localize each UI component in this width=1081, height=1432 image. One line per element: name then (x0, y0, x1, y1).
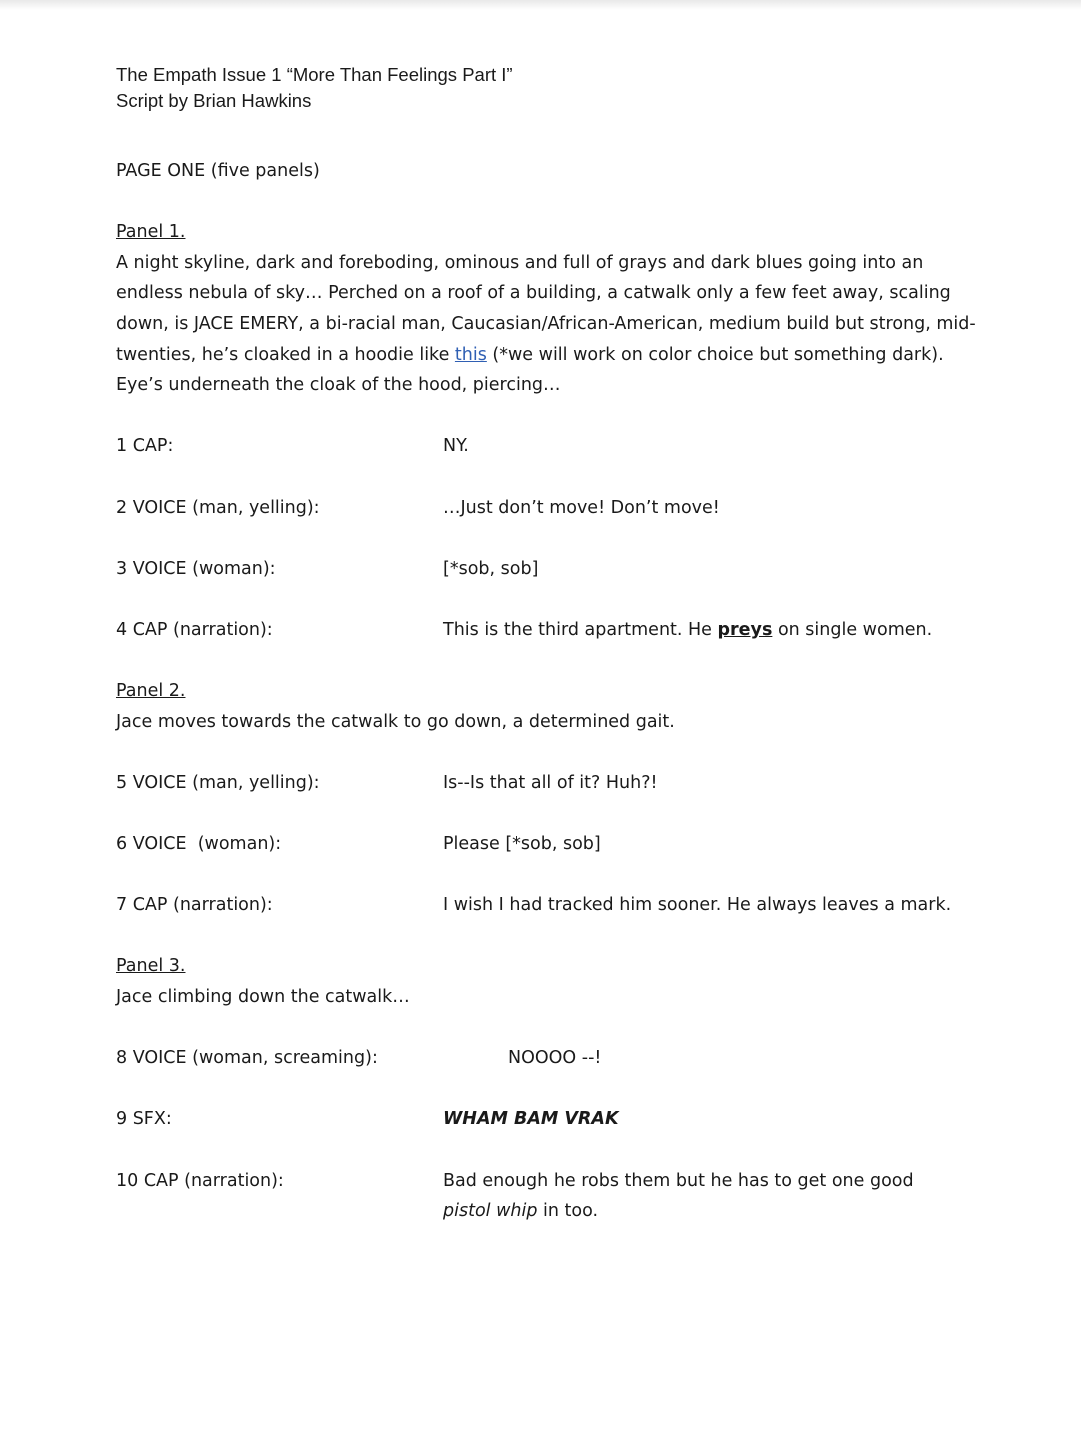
emphasis-word: preys (717, 619, 773, 640)
panel-1-description-text: A night skyline, dark and foreboding, ominous and full of grays and dark blues going into an endless nebula of sky… Perched on a roof of a building, a catwalk only a few feet away, scaling down, is JACE EMERY, a bi-racial man, Caucasian/African-American, medium build but strong, mid-twenties, he’s cloaked in a hoodie like (116, 252, 976, 365)
dialogue-speaker: 1 CAP: (116, 436, 174, 457)
dialogue-line: [*sob, sob] (443, 558, 539, 579)
dialogue-line: NOOOO --! (508, 1048, 602, 1069)
dialogue-row (116, 554, 976, 585)
dialogue-row (116, 1166, 976, 1227)
panel-3-title: Panel 3. (116, 956, 186, 977)
dialogue-speaker: 4 CAP (narration): (116, 619, 273, 640)
document-byline: Script by Brian Hawkins (116, 90, 312, 111)
dialogue-speaker: 2 VOICE (man, yelling): (116, 497, 320, 518)
dialogue-line: …Just don’t move! Don’t move! (443, 497, 720, 518)
dialogue-row (116, 1043, 976, 1074)
document-title: The Empath Issue 1 “More Than Feelings Part I” (116, 64, 513, 85)
dialogue-line-text-end: on single women. (772, 619, 933, 640)
panel-2-description: Jace moves towards the catwalk to go down, a determined gait. (116, 711, 675, 732)
dialogue-line-text: This is the third apartment. He (443, 619, 718, 640)
panel-1-description-text-end: (*we will work on color choice but something dark). Eye’s underneath the cloak of the hood, piercing… (116, 344, 944, 396)
dialogue-row (116, 431, 976, 462)
dialogue-speaker: 10 CAP (narration): (116, 1170, 284, 1191)
dialogue-line (443, 615, 963, 646)
dialogue-line-text: Bad enough he robs them but he has to get one good (443, 1170, 914, 1191)
dialogue-row (116, 768, 976, 799)
hoodie-reference-link[interactable]: this (454, 344, 487, 365)
dialogue-line-text-end: in too. (537, 1201, 599, 1222)
sfx-text: WHAM BAM VRAK (443, 1109, 619, 1130)
dialogue-row (116, 615, 976, 646)
dialogue-row (116, 890, 976, 921)
panel-1-title: Panel 1. (116, 222, 186, 243)
dialogue-line: NY. (443, 436, 469, 457)
dialogue-line (443, 1166, 963, 1227)
dialogue-line: I wish I had tracked him sooner. He always leaves a mark. (443, 895, 952, 916)
dialogue-speaker: 5 VOICE (man, yelling): (116, 772, 320, 793)
dialogue-speaker: 7 CAP (narration): (116, 895, 273, 916)
dialogue-speaker: 6 VOICE (woman): (116, 834, 282, 855)
panel-3-description: Jace climbing down the catwalk… (116, 987, 410, 1008)
panel-1-description (116, 248, 976, 401)
dialogue-line: Is--Is that all of it? Huh?! (443, 772, 658, 793)
panel-2-title: Panel 2. (116, 681, 186, 702)
dialogue-speaker: 3 VOICE (woman): (116, 558, 276, 579)
page-header: PAGE ONE (five panels) (116, 161, 320, 181)
dialogue-row (116, 493, 976, 524)
emphasis-phrase: pistol whip (443, 1201, 538, 1222)
top-edge-shadow (0, 0, 1081, 10)
sfx-label: 9 SFX: (116, 1109, 172, 1130)
dialogue-line: Please [*sob, sob] (443, 834, 601, 855)
dialogue-speaker: 8 VOICE (woman, screaming): (116, 1048, 378, 1069)
dialogue-row (116, 829, 976, 860)
script-page (116, 62, 976, 1227)
sfx-row (116, 1104, 976, 1135)
